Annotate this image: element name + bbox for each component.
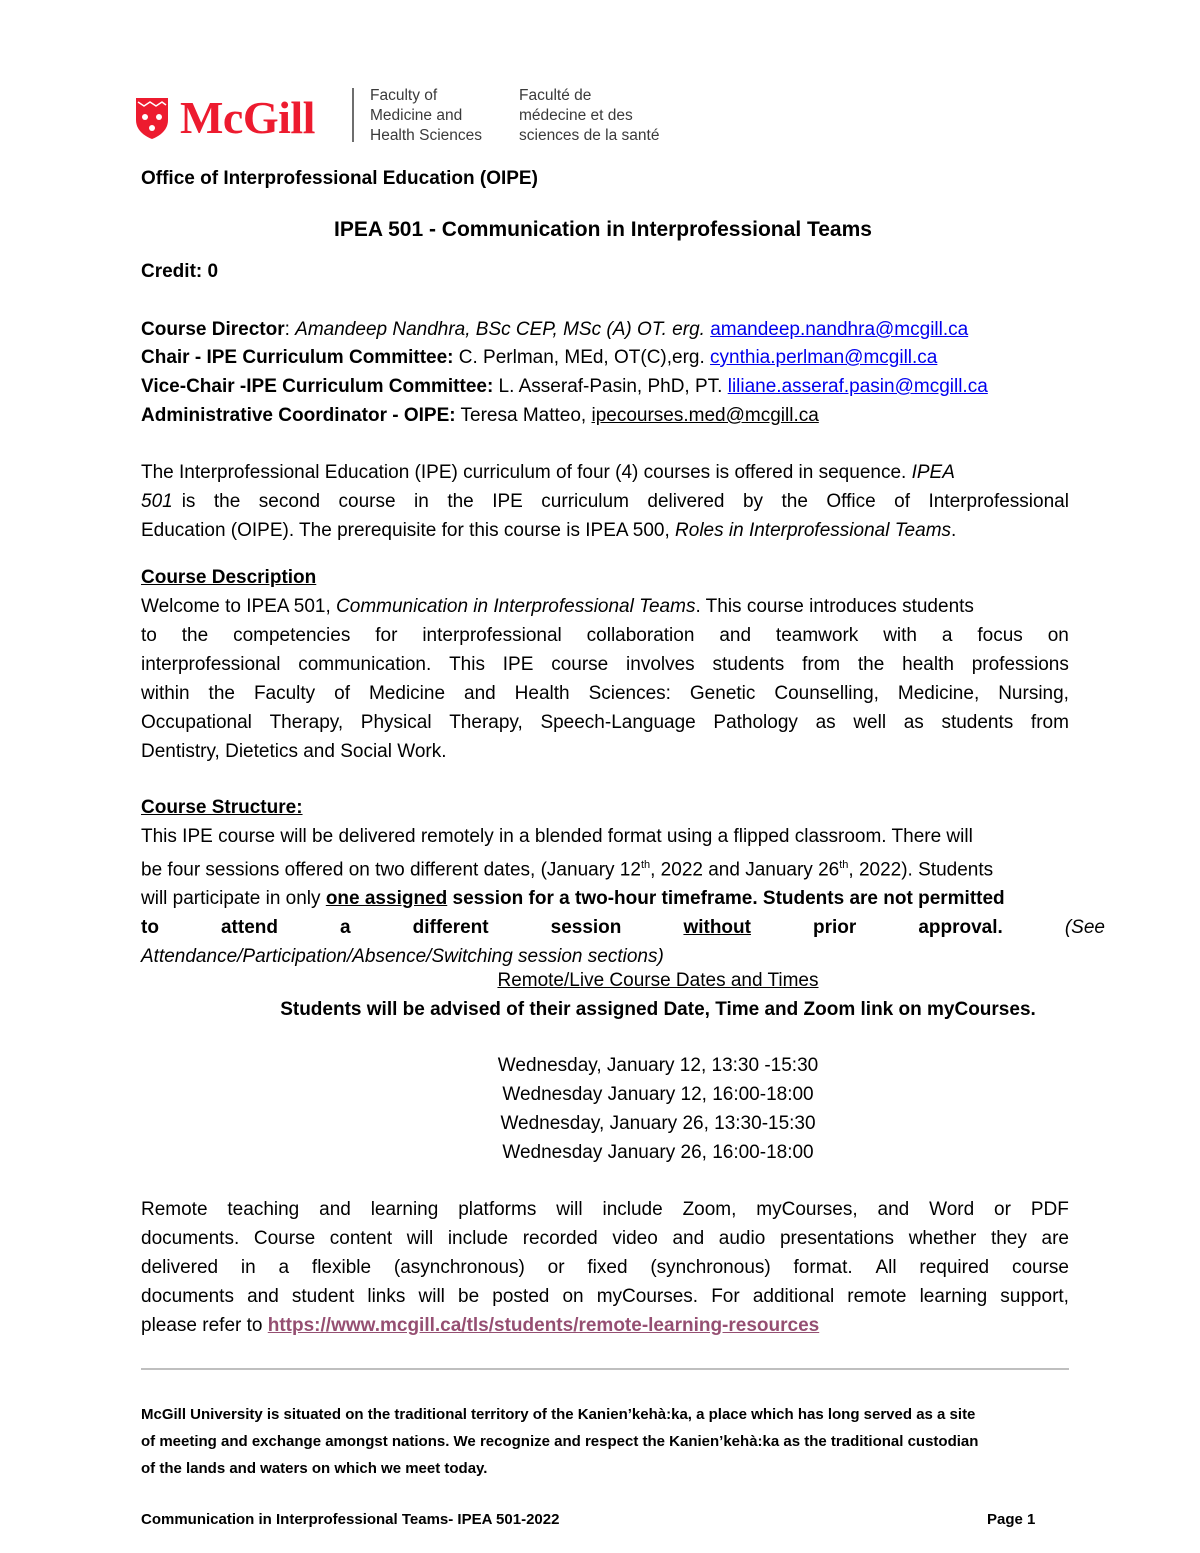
word: professions (971, 654, 1069, 675)
word: well (853, 712, 887, 733)
word: platforms (458, 1199, 537, 1220)
word: myCourses, (756, 1199, 858, 1220)
word: Therapy, (269, 712, 344, 733)
word: students (941, 712, 1014, 733)
mcgill-crest-icon (134, 96, 170, 140)
word: Remote (141, 1199, 208, 1220)
word: communication. (298, 654, 432, 675)
word: without (683, 917, 751, 939)
course-description-body (141, 592, 1069, 766)
word: format. (793, 1257, 853, 1278)
faculty-name-fr (519, 86, 659, 146)
word: the (857, 654, 885, 675)
word: Counselling, (774, 683, 879, 704)
word: PDF (1030, 1199, 1069, 1220)
structure-line: This IPE course will be delivered remotely in a blended format using a flipped classroom. There will (141, 826, 973, 847)
word: on (562, 1286, 584, 1307)
remote-line (141, 1311, 1069, 1340)
page-number: Page 1 (987, 1511, 1036, 1528)
word: remote (847, 1286, 907, 1307)
faculty-fr-line: Faculté de (519, 87, 592, 104)
text: . This course introduces students (695, 596, 974, 617)
word: the (208, 683, 235, 704)
chair-email-link[interactable]: cynthia.perlman@mcgill.ca (710, 347, 938, 368)
word: Physical (360, 712, 432, 733)
office-name: Office of Interprofessional Education (OIPE) (141, 168, 538, 189)
word: (asynchronous) (393, 1257, 525, 1278)
word: with (883, 625, 917, 646)
description-line (141, 679, 1069, 708)
remote-line (141, 1195, 1069, 1224)
faculty-fr-line: sciences de la santé (519, 127, 660, 144)
word: students (712, 654, 785, 675)
word: of (334, 683, 351, 704)
word: Pathology (713, 712, 798, 733)
word: a (278, 1257, 290, 1278)
word: audio (718, 1228, 766, 1249)
word: of (894, 491, 911, 512)
word: collaboration (586, 625, 695, 646)
word: teaching (227, 1199, 300, 1220)
intro-line (141, 516, 1069, 545)
word: and (464, 683, 496, 704)
word: Sciences: (588, 683, 671, 704)
word: a (340, 917, 351, 939)
word: as (903, 712, 924, 733)
word: different (412, 917, 489, 939)
course-code: IPEA (911, 462, 955, 483)
word: will (406, 1228, 434, 1249)
text: Education (OIPE). The prerequisite for this course is IPEA 500, (141, 520, 670, 541)
word: involves (626, 654, 695, 675)
emphasis: session for a two-hour timeframe. Students are not permitted (447, 888, 1005, 910)
faculty-en-line: Medicine and (370, 107, 463, 124)
word: recorded (522, 1228, 598, 1249)
word: session (550, 917, 622, 939)
land-line: of the lands and waters on which we meet today. (141, 1460, 488, 1477)
session-item: Wednesday, January 26, 13:30-15:30 (500, 1113, 816, 1134)
word: (See (1064, 917, 1105, 939)
text: be four sessions offered on two different dates, (January 12 (141, 859, 641, 881)
assignment-advice: Students will be advised of their assigned Date, Time and Zoom link on myCourses. (280, 999, 1036, 1020)
word: documents. (141, 1228, 240, 1249)
land-line: of meeting and exchange amongst nations. We recognize and respect the Kanien’kehà:ka as the traditional custodian (141, 1433, 979, 1450)
word: by (742, 491, 764, 512)
word: approval. (918, 917, 1003, 939)
word: IPE (492, 491, 523, 512)
word: course (1011, 1257, 1069, 1278)
page-title: IPEA 501 - Communication in Interprofessional Teams (334, 218, 872, 241)
chair-line (141, 343, 937, 372)
word: and (877, 1199, 910, 1220)
course-director-email-link[interactable]: amandeep.nandhra@mcgill.ca (710, 319, 969, 340)
word: Speech-Language (540, 712, 696, 733)
text: , 2022). Students (848, 859, 994, 881)
text: Welcome to IPEA 501, (141, 596, 331, 617)
dates-heading: Remote/Live Course Dates and Times (497, 970, 819, 991)
word: health (902, 654, 954, 675)
admin-email-link[interactable]: ipecourses.med@mcgill.ca (591, 405, 819, 426)
faculty-name-en (370, 86, 482, 146)
word: Interprofessional (928, 491, 1069, 512)
course-description-heading: Course Description (141, 567, 317, 588)
intro-line (141, 487, 1069, 516)
intro-words (182, 487, 1069, 516)
word: Medicine (368, 683, 446, 704)
word: documents (141, 1286, 234, 1307)
session-item: Wednesday, January 12, 13:30 -15:30 (497, 1055, 819, 1076)
word: will (556, 1199, 583, 1220)
word: within (141, 683, 190, 704)
footer-course-title: Communication in Interprofessional Teams- IPEA 501-2022 (141, 1511, 560, 1528)
word: course (551, 654, 609, 675)
word: learning (919, 1286, 988, 1307)
word: support, (1000, 1286, 1069, 1307)
word: be (458, 1286, 480, 1307)
course-director-name: Amandeep Nandhra, BSc CEP, MSc (A) OT. erg. (295, 319, 705, 340)
word: and (319, 1199, 351, 1220)
word: delivered (141, 1257, 219, 1278)
word: fixed (587, 1257, 628, 1278)
session-list (0, 1051, 1200, 1167)
word: the (213, 491, 241, 512)
word: on (1047, 625, 1069, 646)
word: will (418, 1286, 445, 1307)
word: Zoom, (682, 1199, 737, 1220)
word: focus (977, 625, 1023, 646)
course-director-line (141, 315, 968, 344)
admin-coordinator-line (141, 401, 819, 430)
session-item: Wednesday January 26, 16:00-18:00 (502, 1142, 814, 1163)
word: IPE (502, 654, 534, 675)
course-structure-heading: Course Structure: (141, 797, 303, 818)
structure-line (141, 851, 1105, 884)
description-line: Dentistry, Dietetics and Social Work. (141, 741, 447, 762)
word: All (875, 1257, 897, 1278)
word: whether (908, 1228, 977, 1249)
word: course (338, 491, 396, 512)
text: will participate in only (141, 888, 326, 910)
separator: : (284, 319, 296, 340)
admin-coordinator-label: Administrative Coordinator - OIPE: (141, 405, 456, 426)
word: or (547, 1257, 565, 1278)
text: The Interprofessional Education (IPE) curriculum of four (4) courses is offered in sequence. (141, 462, 907, 483)
intro-paragraph (141, 458, 1069, 545)
mcgill-logo (134, 88, 315, 148)
description-line (141, 708, 1069, 737)
word: Therapy, (449, 712, 523, 733)
chair-name: C. Perlman, MEd, OT(C),erg. (453, 347, 711, 368)
word: in (414, 491, 429, 512)
word: and (719, 625, 752, 646)
word: prior (813, 917, 857, 939)
word: from (1030, 712, 1069, 733)
word: are (1041, 1228, 1069, 1249)
word: the (181, 625, 209, 646)
word: This (449, 654, 485, 675)
word: Course (253, 1228, 316, 1249)
description-line (141, 621, 1069, 650)
word: second (258, 491, 321, 512)
land-line: McGill University is situated on the traditional territory of the Kanien’kehà:ka, a place which has long served as a site (141, 1406, 976, 1423)
word: curriculum (541, 491, 629, 512)
word: they (990, 1228, 1027, 1249)
faculty-en-line: Health Sciences (370, 127, 483, 144)
word: include (602, 1199, 663, 1220)
word: myCourses. (596, 1286, 699, 1307)
word: presentations (779, 1228, 895, 1249)
word: teamwork (775, 625, 859, 646)
course-director-label: Course Director (141, 319, 285, 340)
word: additional (752, 1286, 835, 1307)
remote-line (141, 1282, 1069, 1311)
admin-coordinator-name: Teresa Matteo, (455, 405, 592, 426)
vice-chair-email-link[interactable]: liliane.asseraf.pasin@mcgill.ca (727, 376, 988, 397)
word: Medicine, (897, 683, 980, 704)
vice-chair-label: Vice-Chair -IPE Curriculum Committee: (141, 376, 494, 397)
remote-line (141, 1224, 1069, 1253)
emphasis: one assigned (325, 888, 448, 910)
word: Word (929, 1199, 975, 1220)
word: and (247, 1286, 279, 1307)
word: video (612, 1228, 658, 1249)
word: for (375, 625, 398, 646)
course-title: Communication in Interprofessional Teams (336, 596, 696, 617)
intro-line (141, 458, 1069, 487)
credit-line: Credit: 0 (141, 261, 219, 282)
word: the (781, 491, 808, 512)
word: is (181, 491, 196, 512)
prerequisite-course-title: Roles in Interprofessional Teams (675, 520, 952, 541)
vice-chair-name: L. Asseraf-Pasin, PhD, PT. (493, 376, 728, 397)
faculty-fr-line: médecine et des (519, 107, 633, 124)
word: For (711, 1286, 740, 1307)
word: a (941, 625, 953, 646)
word: interprofessional (422, 625, 562, 646)
word: Occupational (141, 712, 252, 733)
word: from (802, 654, 841, 675)
word: Office (826, 491, 876, 512)
word: include (447, 1228, 509, 1249)
description-line (141, 592, 1069, 621)
chair-label: Chair - IPE Curriculum Committee: (141, 347, 454, 368)
land-acknowledgement (141, 1401, 978, 1482)
word: interprofessional (141, 654, 281, 675)
word: as (815, 712, 836, 733)
word: Faculty (253, 683, 316, 704)
word: to (141, 625, 157, 646)
word: the (447, 491, 474, 512)
text: , 2022 and January 26 (650, 859, 840, 881)
ordinal-suffix: th (640, 859, 651, 871)
word: in (240, 1257, 256, 1278)
course-structure-body (141, 822, 1105, 971)
remote-learning-resources-link[interactable]: https://www.mcgill.ca/tls/students/remote-learning-resources (267, 1315, 820, 1336)
session-item: Wednesday January 12, 16:00-18:00 (502, 1084, 814, 1105)
word: content (329, 1228, 393, 1249)
footer-divider (141, 1368, 1069, 1370)
word: Nursing, (998, 683, 1069, 704)
structure-line (141, 884, 1105, 913)
word: Health (514, 683, 570, 704)
word: learning (370, 1199, 439, 1220)
logo-divider (352, 88, 354, 142)
word: attend (220, 917, 278, 939)
remote-learning-paragraph (141, 1195, 1069, 1340)
word: (synchronous) (650, 1257, 771, 1278)
word: and (672, 1228, 705, 1249)
text: . (951, 520, 957, 541)
word: competencies (233, 625, 351, 646)
word: or (994, 1199, 1011, 1220)
text: please refer to (141, 1315, 268, 1336)
faculty-en-line: Faculty of (370, 87, 438, 104)
word: required (919, 1257, 990, 1278)
word: delivered (647, 491, 725, 512)
course-code: 501 (141, 491, 173, 512)
word: links (367, 1286, 406, 1307)
vice-chair-line (141, 372, 988, 401)
structure-line (141, 913, 1105, 942)
structure-line: Attendance/Participation/Absence/Switching session sections) (141, 946, 664, 968)
description-line (141, 650, 1069, 679)
ordinal-suffix: th (839, 859, 849, 871)
remote-line (141, 1253, 1069, 1282)
word: Genetic (689, 683, 756, 704)
word: posted (492, 1286, 550, 1307)
word: to (141, 917, 159, 939)
word: flexible (311, 1257, 372, 1278)
word: student (291, 1286, 355, 1307)
mcgill-wordmark: McGill (180, 92, 315, 143)
